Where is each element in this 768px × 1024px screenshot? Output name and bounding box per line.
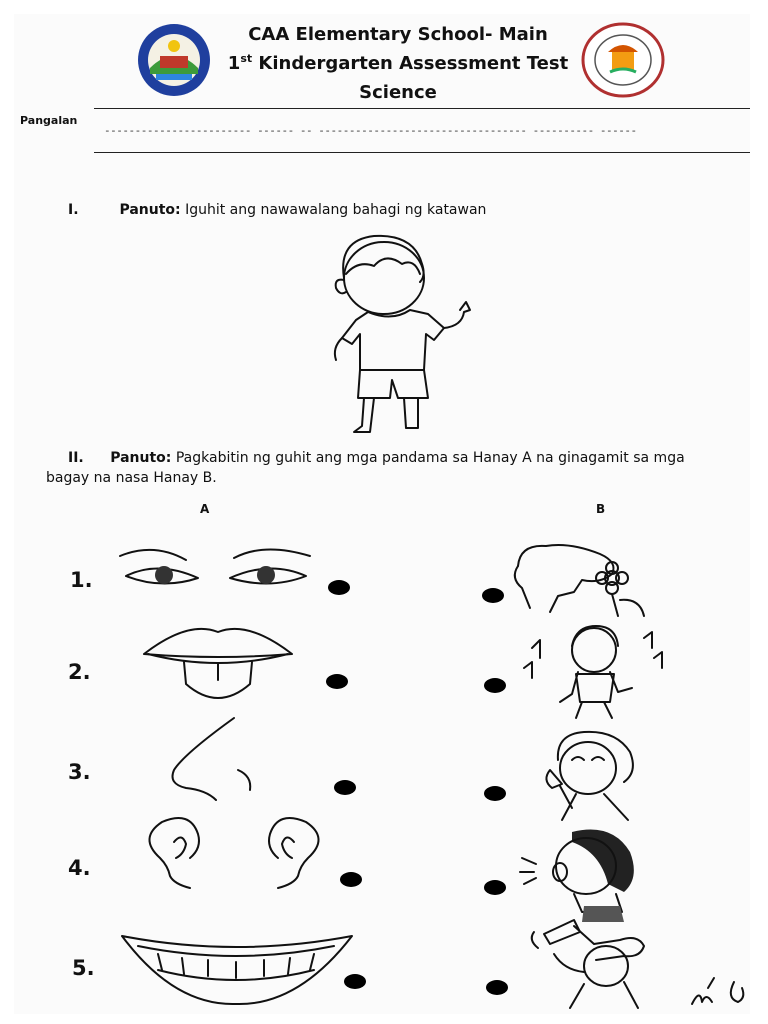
match-dot-b-4[interactable]	[484, 880, 506, 895]
match-dot-b-5[interactable]	[486, 980, 508, 995]
mouth-icon	[118, 930, 356, 1008]
name-bottom-rule	[94, 152, 750, 153]
match-dot-b-3[interactable]	[484, 786, 506, 801]
listening-music-icon	[514, 618, 674, 720]
handwriting-mark-icon	[686, 958, 750, 1014]
section2-panuto-label: Panuto:	[110, 450, 172, 466]
test-name: Kindergarten Assessment Test	[258, 53, 569, 74]
test-title	[178, 52, 618, 74]
item-number: 4.	[68, 856, 91, 880]
school-name: CAA Elementary School- Main	[248, 24, 548, 45]
worksheet-page	[14, 14, 750, 1014]
name-top-rule	[94, 108, 750, 109]
name-dash-line[interactable]: ------------------------ ------ -- ---------------------------------- ---------- ------	[104, 124, 637, 137]
section1-instruction	[68, 200, 486, 220]
section1-text: Iguhit ang nawawalang bahagi ng katawan	[185, 202, 487, 218]
column-b-header: B	[596, 502, 606, 516]
column-a-header: A	[200, 502, 210, 516]
match-dot-a-5[interactable]	[344, 974, 366, 989]
playing-trumpet-icon	[514, 914, 654, 1010]
match-dot-a-4[interactable]	[340, 872, 362, 887]
section2-text-line2: bagay na nasa Hanay B.	[46, 470, 217, 486]
section2-instruction	[46, 448, 746, 488]
item-number: 3.	[68, 760, 91, 784]
item-number: 2.	[68, 660, 91, 684]
section1-panuto-label: Panuto:	[119, 202, 181, 218]
shouting-person-icon	[512, 822, 642, 926]
item-number: 5.	[72, 956, 95, 980]
section2-text-line1: Pagkabitin ng guhit ang mga pandama sa Hanay A na ginagamit sa mga	[175, 450, 685, 466]
match-dot-a-3[interactable]	[334, 780, 356, 795]
section1-numeral: I.	[68, 202, 79, 218]
test-ordinal: 1	[227, 53, 241, 74]
name-label: Pangalan	[20, 114, 78, 127]
section2-numeral: II.	[68, 450, 84, 466]
smelling-flower-icon	[500, 536, 650, 618]
test-ordinal-suffix: st	[240, 52, 253, 65]
nose-icon	[154, 714, 264, 806]
item-number: 1.	[70, 568, 93, 592]
eyes-icon	[114, 542, 324, 594]
tongue-icon	[138, 620, 298, 706]
eating-ice-cream-icon	[532, 724, 652, 824]
subject-title: Science	[359, 82, 437, 103]
match-dot-a-1[interactable]	[328, 580, 350, 595]
match-dot-b-2[interactable]	[484, 678, 506, 693]
match-dot-a-2[interactable]	[326, 674, 348, 689]
boy-drawing-icon	[314, 230, 484, 435]
ears-icon	[134, 814, 334, 894]
